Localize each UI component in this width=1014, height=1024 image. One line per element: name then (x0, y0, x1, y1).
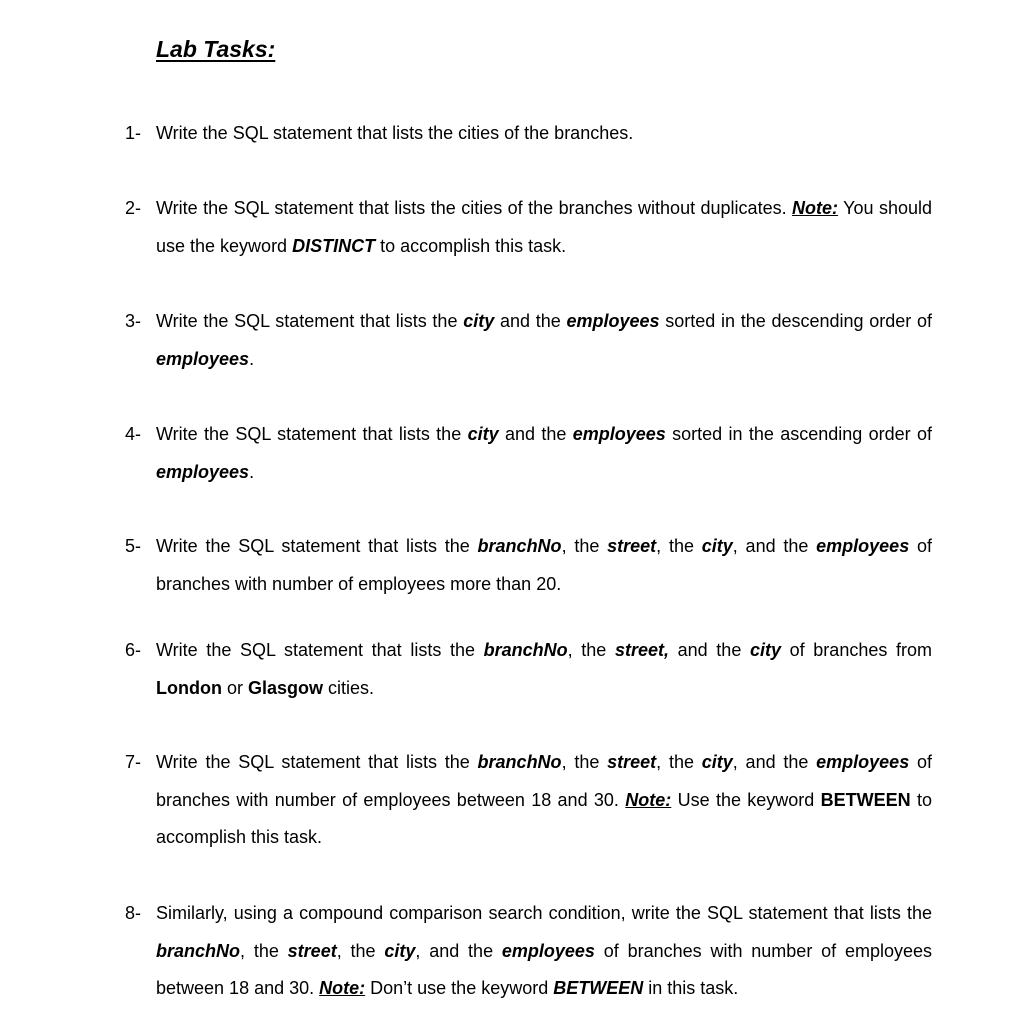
task-text (156, 190, 932, 265)
task-text-segment: Similarly, using a compound comparison search condition, write the SQL statement that lists the (156, 903, 932, 923)
task-text (156, 303, 932, 378)
task-number: 4- (125, 424, 142, 444)
keyword: street, (614, 640, 669, 660)
keyword: DISTINCT (292, 235, 376, 256)
keyword: street (607, 536, 657, 556)
note-label: Note: (319, 978, 366, 998)
note-label: Note: (625, 789, 672, 810)
task-text (156, 416, 932, 491)
task-text (156, 632, 932, 707)
task-number: 7- (125, 752, 142, 772)
task-text-segment: , the (567, 640, 615, 660)
task-text-segment: Don’t use the keyword (365, 978, 554, 998)
task-item (125, 303, 932, 378)
emphasis: Glasgow (248, 677, 324, 698)
task-text-segment: , the (336, 940, 385, 961)
task-text-segment: and the (498, 424, 573, 444)
keyword: city (701, 752, 733, 772)
task-text-segment: Write the SQL statement that lists the (156, 536, 478, 556)
task-text-segment: , the (561, 536, 608, 556)
task-text-segment: sorted in the ascending order of (665, 424, 933, 444)
keyword: employees (572, 424, 666, 444)
task-text-segment: to accomplish this task. (156, 789, 932, 847)
keyword: employees (566, 311, 660, 331)
task-text-segment: to accomplish this task. (375, 235, 567, 256)
task-text-segment: , the (561, 752, 608, 772)
keyword: employees (816, 752, 910, 772)
task-number: 1- (125, 123, 142, 143)
task-text-segment: Write the SQL statement that lists the (156, 640, 484, 660)
keyword: city (463, 311, 495, 331)
task-text-segment: Write the SQL statement that lists the (156, 424, 468, 444)
task-text-segment: and the (668, 640, 750, 660)
task-text-segment: sorted in the descending order of (659, 311, 933, 331)
task-text (156, 744, 932, 857)
task-text (156, 895, 932, 1008)
task-text-segment: , the (240, 940, 288, 961)
task-text-segment: , the (656, 752, 702, 772)
emphasis: London (156, 677, 222, 698)
task-number: 3- (125, 311, 142, 331)
keyword: employees (156, 348, 250, 369)
task-text-segment: or (221, 677, 248, 698)
task-text-segment: , and the (732, 536, 817, 556)
task-text-segment: Write the SQL statement that lists the cities of the branches. (156, 123, 634, 143)
task-text-segment: . (249, 348, 255, 369)
keyword: branchNo (156, 940, 241, 961)
keyword: branchNo (477, 752, 562, 772)
task-item (125, 416, 932, 491)
keyword: city (701, 536, 733, 556)
task-text-segment: of branches with number of employees between 18 and 30. (156, 940, 932, 998)
task-text-segment: Use the keyword (671, 789, 821, 810)
task-item (125, 115, 932, 153)
task-text-segment: Write the SQL statement that lists the (156, 311, 464, 331)
keyword: branchNo (483, 640, 568, 660)
task-number: 8- (125, 903, 142, 923)
keyword: street (287, 940, 337, 961)
task-text-segment: . (249, 461, 255, 482)
task-text-segment: You should use the keyword (156, 198, 933, 256)
keyword: city (384, 940, 416, 961)
task-number: 5- (125, 536, 142, 556)
keyword: branchNo (477, 536, 562, 556)
task-item (125, 632, 932, 707)
keyword: city (749, 640, 781, 660)
keyword: BETWEEN (553, 978, 644, 998)
emphasis: BETWEEN (820, 789, 911, 810)
task-text-segment: of branches with number of employees between 18 and 30. (156, 752, 933, 810)
task-number: 2- (125, 198, 142, 218)
keyword: street (607, 752, 657, 772)
task-text-segment: of branches from (781, 640, 932, 660)
task-text-segment: cities. (323, 677, 375, 698)
keyword: city (467, 424, 499, 444)
task-text-segment: , the (656, 536, 702, 556)
task-text (156, 528, 932, 603)
keyword: employees (156, 461, 250, 482)
task-item (125, 528, 932, 603)
task-text-segment: Write the SQL statement that lists the cities of the branches without duplicates. (156, 198, 793, 218)
task-text-segment: of branches with number of employees more than 20. (156, 536, 933, 594)
task-number: 6- (125, 640, 142, 660)
task-text-segment: , and the (415, 940, 502, 961)
task-text (156, 115, 932, 153)
task-text-segment: in this task. (643, 978, 739, 998)
task-item (125, 744, 932, 857)
task-text-segment: Write the SQL statement that lists the (156, 752, 478, 772)
task-item (125, 895, 932, 1008)
note-label: Note: (792, 198, 839, 218)
task-text-segment: , and the (732, 752, 817, 772)
page-title: Lab Tasks: (156, 36, 276, 62)
task-item (125, 190, 932, 265)
keyword: employees (501, 940, 595, 961)
keyword: employees (816, 536, 910, 556)
task-text-segment: and the (494, 311, 567, 331)
